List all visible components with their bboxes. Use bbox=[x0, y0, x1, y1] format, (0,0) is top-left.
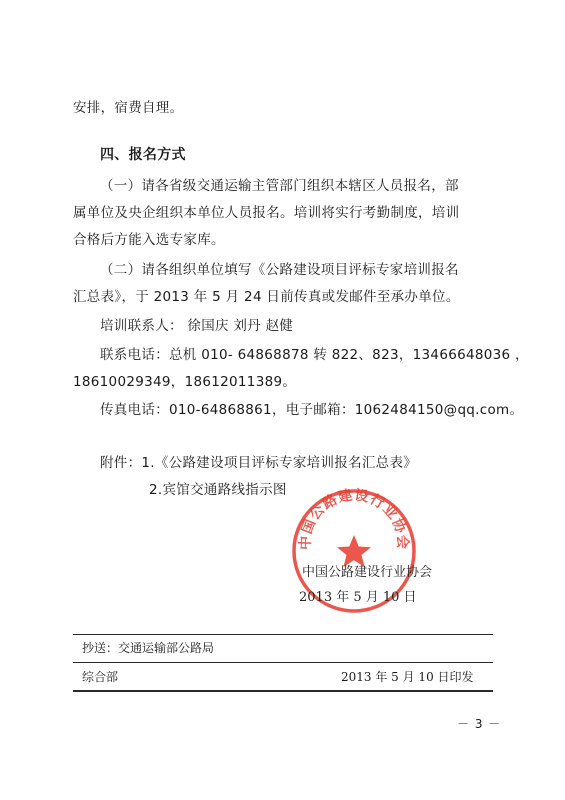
section-heading: 四、报名方式 bbox=[100, 147, 186, 163]
fax-line: 传真电话：010-64868861，电子邮箱：1062484150@qq.com。 bbox=[100, 402, 524, 418]
phone-line1: 联系电话：总机 010- 64868878 转 822、823，13466648036 ， bbox=[100, 347, 529, 363]
issuing-department: 综合部 bbox=[82, 670, 119, 684]
footer-rule-bottom bbox=[73, 690, 493, 692]
footer-rule-top bbox=[73, 634, 493, 635]
item2-line1: （二）请各组织单位填写《公路建设项目评标专家培训报名 bbox=[100, 262, 459, 278]
seal-text: 中国公路建设行业协会 bbox=[297, 487, 411, 551]
print-date: 2013 年 5 月 10 日印发 bbox=[341, 670, 474, 684]
attachment-1: 附件：1.《公路建设项目评标专家培训报名汇总表》 bbox=[100, 455, 418, 471]
attachment-2: 2.宾馆交通路线指示图 bbox=[149, 482, 287, 498]
page-number: － 3 － bbox=[457, 717, 502, 731]
issuing-organization: 中国公路建设行业协会 bbox=[302, 565, 433, 580]
footer-rule-middle bbox=[73, 662, 493, 663]
item2-line2: 汇总表》，于 2013 年 5 月 24 日前传真或发邮件至承办单位。 bbox=[73, 289, 460, 305]
item1-line1: （一）请各省级交通运输主管部门组织本辖区人员报名，部 bbox=[100, 178, 459, 194]
item1-line3: 合格后方能入选专家库。 bbox=[73, 232, 225, 248]
phone-line2: 18610029349，18612011389。 bbox=[73, 374, 297, 390]
item1-line2: 属单位及央企组织本单位人员报名。培训将实行考勤制度，培训 bbox=[73, 205, 460, 221]
signature-date: 2013 年 5 月 10 日 bbox=[299, 590, 417, 605]
contacts-line: 培训联系人： 徐国庆 刘丹 赵健 bbox=[100, 318, 294, 334]
cc-line: 抄送：交通运输部公路局 bbox=[82, 641, 215, 655]
continuation-text: 安排，宿费自理。 bbox=[73, 100, 184, 116]
